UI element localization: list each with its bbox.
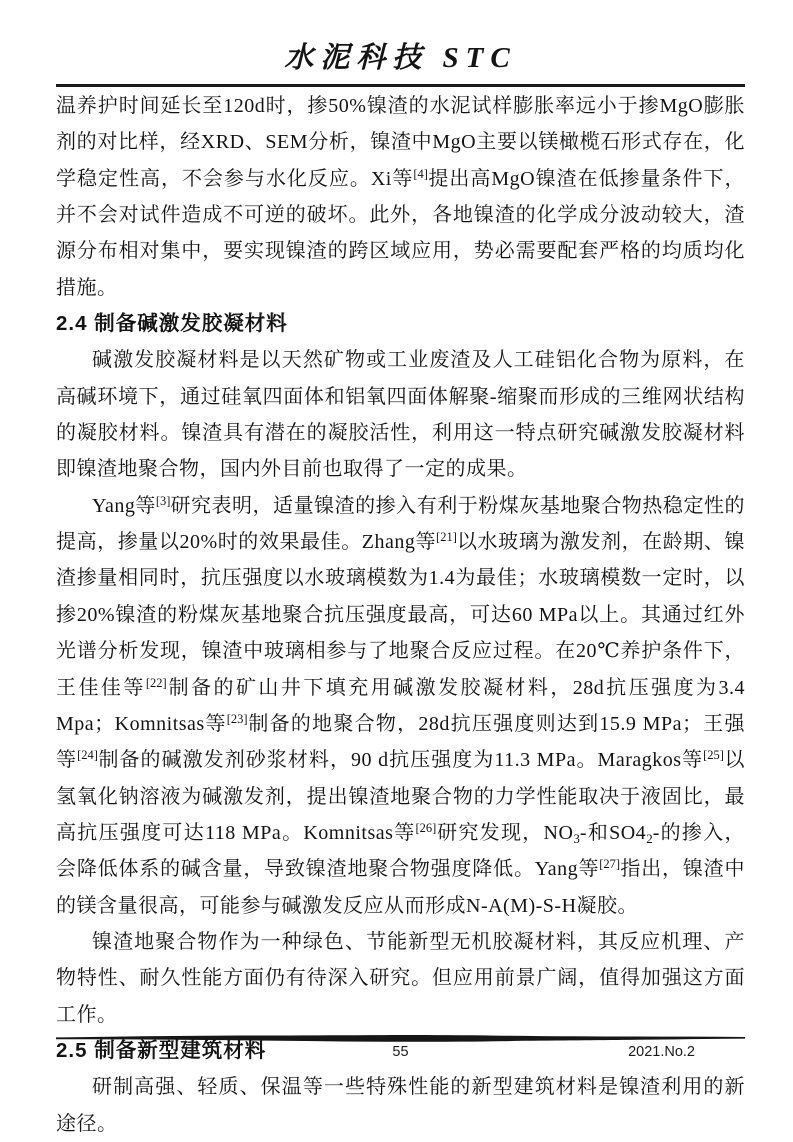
header-rule: [56, 84, 745, 87]
body-paragraph: 温养护时间延长至120d时，掺50%镍渣的水泥试样膨胀率远小于掺MgO膨胀剂的对比样，经XRD、SEM分析，镍渣中MgO主要以镁橄榄石形式存在，化学稳定性高，不会参与水化反应。Xi等[4]提出高MgO镍渣在低掺量条件下，并不会对试件造成不可逆的破坏。此外，各地镍渣的化学成分波动较大，渣源分布相对集中，要实现镍渣的跨区域应用，势必需要配套严格的均质均化措施。: [56, 95, 746, 299]
section-heading: 2.4 制备碱激发胶凝材料: [56, 312, 288, 336]
journal-title: 水泥科技 STC: [284, 42, 517, 74]
chem-subscript: 3: [573, 830, 580, 846]
footer-rule: [56, 1034, 745, 1043]
citation-ref: [22]: [145, 675, 167, 690]
body-paragraph: 碱激发胶凝材料是以天然矿物或工业废渣及人工硅铝化合物为原料，在高碱环境下，通过硅氧四面体和铝氧四面体解聚-缩聚而形成的三维网状结构的凝胶材料。镍渣具有潜在的凝胶活性，利用这一特点研究碱激发胶凝材料即镍渣地聚合物，国内外目前也取得了一定的成果。: [56, 349, 745, 481]
section-heading: 2.5 制备新型建筑材料: [56, 1038, 267, 1062]
citation-ref: [23]: [226, 711, 248, 726]
issue-label: 2021.No.2: [628, 1044, 695, 1060]
body-paragraph: Yang等[3]研究表明，适量镍渣的掺入有利于粉煤灰基地聚合物热稳定性的提高，掺量以20%时的效果最佳。Zhang等[21]以水玻璃为激发剂，在龄期、镍渣掺量相同时，抗压强度以水玻璃模数为1.4为最佳；水玻璃模数一定时，以掺20%镍渣的粉煤灰基地聚合抗压强度最高，可达60 MPa以上。其通过红外光谱分析发现，镍渣中玻璃相参与了地聚合反应过程。在20℃养护条件下，王佳佳等[22]制备的矿山井下填充用碱激发胶凝材料，28d抗压强度为3.4 Mpa；Komnitsas等[23]制备的地聚合物，28d抗压强度则达到15.9 MPa；王强等[24]制备的碱激发剂砂浆材料，90 d抗压强度为11.3 MPa。Maragkos等[25]以氢氧化钠溶液为碱激发剂，提出镍渣地聚合物的力学性能取决于液固比，最高抗压强度可达118 MPa。Komnitsas等[26]研究发现，$NO_3-$和$SO4_2-$的掺入，会降低体系的碱含量，导致镍渣地聚合物强度降低。Yang等[27]指出，镍渣中的镁含量很高，可能参与碱激发反应从而形成N-A(M)-S-H凝胶。: [56, 493, 746, 917]
article-body: [56, 88, 745, 1142]
citation-ref: [25]: [703, 748, 724, 763]
citation-ref: [3]: [155, 493, 171, 508]
page-number: 55: [392, 1044, 409, 1060]
citation-ref: [24]: [77, 748, 98, 763]
citation-ref: [26]: [415, 820, 437, 835]
footer-row: [56, 1043, 745, 1065]
body-paragraph: 镍渣地聚合物作为一种绿色、节能新型无机胶凝材料，其反应机理、产物特性、耐久性能方面仍有待深入研究。但应用前景广阔，值得加强这方面工作。: [56, 930, 745, 1026]
citation-ref: [4]: [413, 166, 428, 181]
body-paragraph: 研制高强、轻质、保温等一些特殊性能的新型建筑材料是镍渣利用的新途径。: [56, 1076, 745, 1135]
citation-ref: [27]: [599, 857, 621, 872]
page-footer: [56, 1034, 745, 1065]
chem-subscript: 2: [646, 830, 653, 846]
citation-ref: [21]: [436, 530, 457, 545]
